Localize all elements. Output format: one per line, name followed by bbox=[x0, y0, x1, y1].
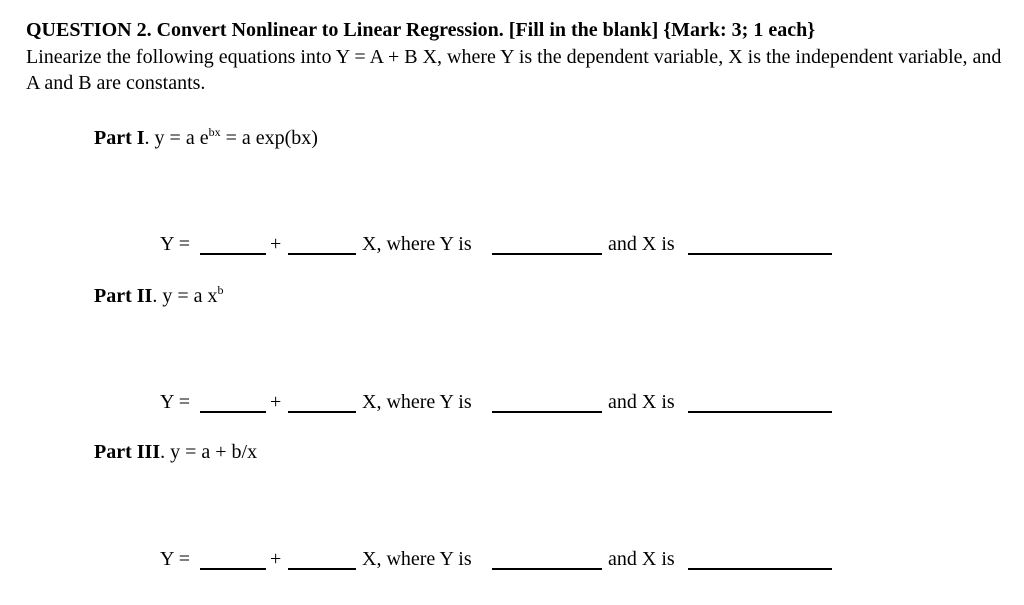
part-1-blank-b[interactable] bbox=[288, 253, 356, 255]
part-1-equation-suffix: = a exp(bx) bbox=[220, 127, 318, 149]
y-equals-label: Y = bbox=[160, 391, 190, 413]
part-1-blank-y[interactable] bbox=[492, 253, 602, 255]
part-2-blank-a[interactable] bbox=[200, 411, 266, 413]
part-2-blank-x[interactable] bbox=[688, 411, 832, 413]
y-equals-label: Y = bbox=[160, 233, 190, 255]
part-2-blank-b[interactable] bbox=[288, 411, 356, 413]
part-3-title bbox=[94, 440, 257, 464]
y-equals-label: Y = bbox=[160, 548, 190, 570]
part-1-blank-a[interactable] bbox=[200, 253, 266, 255]
plus-sign: + bbox=[270, 233, 282, 255]
part-2-blank-y[interactable] bbox=[492, 411, 602, 413]
part-1-exponent: bx bbox=[208, 125, 221, 139]
and-x-is-label: and X is bbox=[608, 548, 675, 570]
part-2-equation: . y = a x bbox=[152, 285, 218, 307]
part-3-blank-b[interactable] bbox=[288, 568, 356, 570]
and-x-is-label: and X is bbox=[608, 391, 675, 413]
plus-sign: + bbox=[270, 391, 282, 413]
part-1-title bbox=[94, 126, 318, 152]
part-3-label: Part III bbox=[94, 441, 161, 463]
part-2-label: Part II bbox=[94, 285, 153, 307]
part-3-blank-a[interactable] bbox=[200, 568, 266, 570]
plus-sign: + bbox=[270, 548, 282, 570]
part-3-equation: . y = a + b/x bbox=[160, 441, 258, 463]
part-1-equation: . y = a e bbox=[144, 127, 209, 149]
x-where-label: X, where Y is bbox=[362, 233, 472, 255]
part-2-exponent: b bbox=[217, 283, 224, 297]
x-where-label: X, where Y is bbox=[362, 391, 472, 413]
x-where-label: X, where Y is bbox=[362, 548, 472, 570]
question-heading: QUESTION 2. Convert Nonlinear to Linear Regression. [Fill in the blank] {Mark: 3; 1 each} bbox=[26, 19, 816, 41]
part-2-title bbox=[94, 284, 223, 310]
part-3-blank-x[interactable] bbox=[688, 568, 832, 570]
and-x-is-label: and X is bbox=[608, 233, 675, 255]
part-1-label: Part I bbox=[94, 127, 145, 149]
part-1-blank-x[interactable] bbox=[688, 253, 832, 255]
question-instructions: Linearize the following equations into Y = A + B X, where Y is the dependent variable, X is the independent variable, and A and B are constants. bbox=[26, 46, 1002, 94]
part-3-blank-y[interactable] bbox=[492, 568, 602, 570]
